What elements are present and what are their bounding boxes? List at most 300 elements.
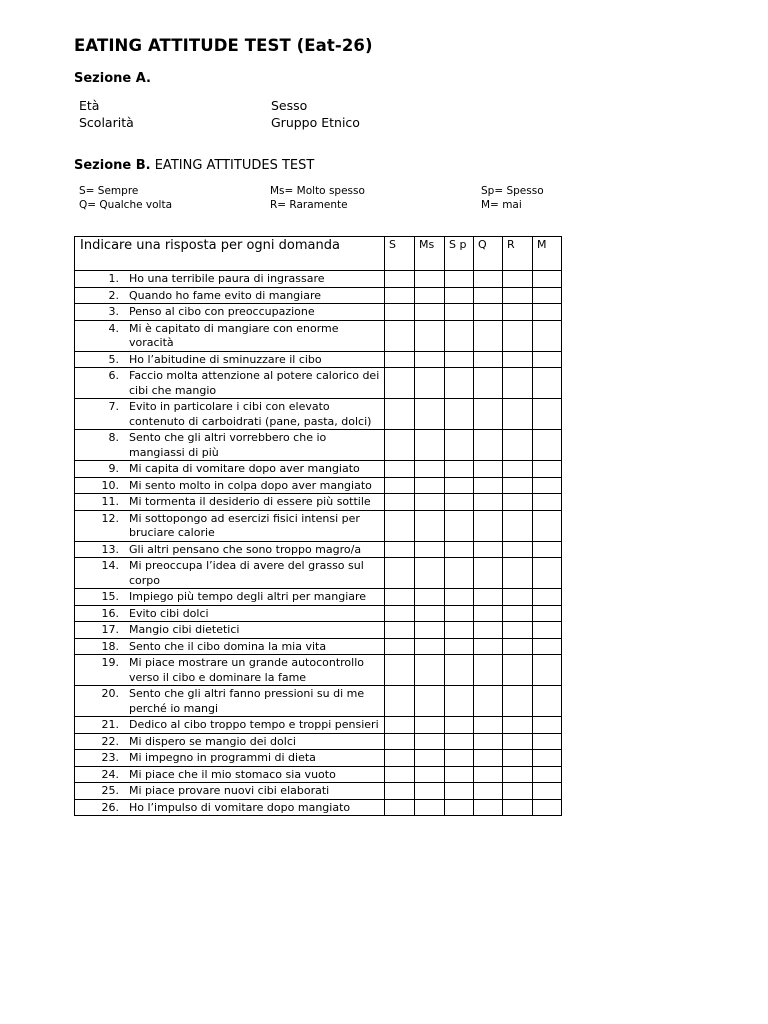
answer-box-q[interactable] xyxy=(474,638,503,655)
table-row xyxy=(75,494,562,511)
question-item xyxy=(79,590,380,605)
answer-box-sp[interactable] xyxy=(445,655,474,686)
answer-box-r[interactable] xyxy=(503,494,533,511)
table-row xyxy=(75,799,562,816)
answer-box-s[interactable] xyxy=(385,783,415,800)
answer-box-q[interactable] xyxy=(474,622,503,639)
question-item xyxy=(79,751,380,766)
question-item xyxy=(79,687,380,716)
question-number: 25. xyxy=(101,784,119,797)
answer-box-sp[interactable] xyxy=(445,766,474,783)
question-text: Impiego più tempo degli altri per mangiare xyxy=(129,590,367,603)
answer-box-s[interactable] xyxy=(385,766,415,783)
table-row xyxy=(75,271,562,288)
question-cell xyxy=(75,461,385,478)
table-row xyxy=(75,655,562,686)
answer-box-r[interactable] xyxy=(503,368,533,399)
answer-box-q[interactable] xyxy=(474,605,503,622)
question-number: 10. xyxy=(101,478,119,492)
answer-box-sp[interactable] xyxy=(445,287,474,304)
answer-box-sp[interactable] xyxy=(445,686,474,717)
answer-box-ms[interactable] xyxy=(415,783,445,800)
question-cell xyxy=(75,733,385,750)
answer-box-s[interactable] xyxy=(385,750,415,767)
answer-box-sp[interactable] xyxy=(445,430,474,461)
legend-qualche-volta: Q= Qualche volta xyxy=(79,199,173,211)
question-item xyxy=(79,559,380,588)
answer-box-r[interactable] xyxy=(503,638,533,655)
answer-box-ms[interactable] xyxy=(415,605,445,622)
answer-box-ms[interactable] xyxy=(415,510,445,541)
answer-box-s[interactable] xyxy=(385,351,415,368)
field-sesso: Sesso xyxy=(271,98,308,113)
question-number: 19. xyxy=(101,656,119,669)
answer-box-m[interactable] xyxy=(533,461,562,478)
section-b-title: EATING ATTITUDES TEST xyxy=(154,158,315,173)
answer-box-ms[interactable] xyxy=(415,622,445,639)
answer-box-s[interactable] xyxy=(385,368,415,399)
table-row xyxy=(75,351,562,368)
answer-box-sp[interactable] xyxy=(445,750,474,767)
answer-box-s[interactable] xyxy=(385,655,415,686)
question-number: 18. xyxy=(101,639,119,653)
field-eta: Età xyxy=(79,98,100,113)
answer-box-s[interactable] xyxy=(385,686,415,717)
question-item xyxy=(79,607,380,622)
answer-box-q[interactable] xyxy=(474,541,503,558)
question-item xyxy=(79,479,380,494)
answer-box-sp[interactable] xyxy=(445,605,474,622)
answer-box-r[interactable] xyxy=(503,558,533,589)
answer-box-m[interactable] xyxy=(533,477,562,494)
legend-molto-spesso: Ms= Molto spesso xyxy=(270,185,365,197)
answer-box-r[interactable] xyxy=(503,622,533,639)
answer-box-r[interactable] xyxy=(503,686,533,717)
question-number: 21. xyxy=(101,718,119,731)
answer-box-ms[interactable] xyxy=(415,733,445,750)
answer-box-sp[interactable] xyxy=(445,799,474,816)
question-item xyxy=(79,718,380,733)
question-cell xyxy=(75,477,385,494)
answer-box-ms[interactable] xyxy=(415,399,445,430)
answer-box-s[interactable] xyxy=(385,477,415,494)
answer-box-r[interactable] xyxy=(503,351,533,368)
answer-box-q[interactable] xyxy=(474,589,503,606)
column-header-ms: Ms xyxy=(415,237,445,271)
answer-box-sp[interactable] xyxy=(445,589,474,606)
answer-box-m[interactable] xyxy=(533,655,562,686)
table-row xyxy=(75,430,562,461)
answer-box-q[interactable] xyxy=(474,368,503,399)
question-item xyxy=(79,735,380,750)
question-text: Mi sento molto in colpa dopo aver mangiato xyxy=(129,478,372,492)
question-cell xyxy=(75,368,385,399)
question-number: 5. xyxy=(108,352,119,366)
column-header-sp: S p xyxy=(445,237,474,271)
answer-box-r[interactable] xyxy=(503,655,533,686)
answer-box-r[interactable] xyxy=(503,717,533,734)
answer-box-s[interactable] xyxy=(385,717,415,734)
answer-box-s[interactable] xyxy=(385,622,415,639)
question-text: Mi preoccupa l’idea di avere del grasso sul corpo xyxy=(129,559,364,587)
question-item xyxy=(79,512,380,541)
question-item xyxy=(79,784,380,799)
question-number: 13. xyxy=(101,542,119,556)
question-text: Mi piace che il mio stomaco sia vuoto xyxy=(129,767,336,781)
question-cell xyxy=(75,799,385,816)
answer-box-ms[interactable] xyxy=(415,541,445,558)
answer-box-r[interactable] xyxy=(503,271,533,288)
answer-box-r[interactable] xyxy=(503,750,533,767)
question-number: 9. xyxy=(108,462,119,475)
question-item xyxy=(79,462,380,477)
answer-box-q[interactable] xyxy=(474,320,503,351)
answer-box-q[interactable] xyxy=(474,750,503,767)
answer-box-q[interactable] xyxy=(474,733,503,750)
answer-box-m[interactable] xyxy=(533,399,562,430)
answer-box-m[interactable] xyxy=(533,638,562,655)
question-text: Ho l’impulso di vomitare dopo mangiato xyxy=(129,800,351,814)
table-row xyxy=(75,622,562,639)
answer-box-sp[interactable] xyxy=(445,733,474,750)
question-text: Sento che gli altri vorrebbero che io mangiassi di più xyxy=(129,431,327,459)
answer-box-ms[interactable] xyxy=(415,717,445,734)
table-row xyxy=(75,558,562,589)
answer-box-r[interactable] xyxy=(503,510,533,541)
answer-box-s[interactable] xyxy=(385,799,415,816)
answer-box-sp[interactable] xyxy=(445,304,474,321)
question-text: Evito cibi dolci xyxy=(129,606,209,620)
question-cell xyxy=(75,655,385,686)
table-row xyxy=(75,304,562,321)
table-row xyxy=(75,510,562,541)
question-text: Mangio cibi dietetici xyxy=(129,623,240,636)
answer-box-m[interactable] xyxy=(533,287,562,304)
answer-box-sp[interactable] xyxy=(445,541,474,558)
answer-box-ms[interactable] xyxy=(415,494,445,511)
question-cell xyxy=(75,320,385,351)
answer-box-q[interactable] xyxy=(474,399,503,430)
answer-box-s[interactable] xyxy=(385,494,415,511)
question-cell xyxy=(75,494,385,511)
table-row xyxy=(75,605,562,622)
answer-box-sp[interactable] xyxy=(445,622,474,639)
question-item xyxy=(79,353,380,368)
question-item xyxy=(79,640,380,655)
section-b-heading xyxy=(74,158,314,173)
answer-box-s[interactable] xyxy=(385,589,415,606)
section-a-heading: Sezione A. xyxy=(74,71,151,86)
question-number: 6. xyxy=(108,369,119,382)
question-number: 26. xyxy=(101,800,119,814)
answer-box-m[interactable] xyxy=(533,510,562,541)
answer-box-m[interactable] xyxy=(533,430,562,461)
answer-box-ms[interactable] xyxy=(415,766,445,783)
table-row xyxy=(75,733,562,750)
answer-box-s[interactable] xyxy=(385,287,415,304)
answer-box-ms[interactable] xyxy=(415,271,445,288)
answer-box-s[interactable] xyxy=(385,558,415,589)
question-cell xyxy=(75,271,385,288)
question-cell xyxy=(75,589,385,606)
question-cell xyxy=(75,541,385,558)
table-row xyxy=(75,477,562,494)
legend-raramente: R= Raramente xyxy=(270,199,348,211)
table-row xyxy=(75,461,562,478)
question-item xyxy=(79,656,380,685)
question-cell xyxy=(75,287,385,304)
question-item xyxy=(79,400,380,429)
answer-box-sp[interactable] xyxy=(445,368,474,399)
answer-box-m[interactable] xyxy=(533,733,562,750)
answer-box-q[interactable] xyxy=(474,766,503,783)
answer-box-ms[interactable] xyxy=(415,320,445,351)
field-gruppo-etnico: Gruppo Etnico xyxy=(271,115,360,130)
table-row xyxy=(75,717,562,734)
table-row xyxy=(75,287,562,304)
question-list xyxy=(75,271,562,816)
legend-sempre: S= Sempre xyxy=(79,185,139,197)
question-text: Gli altri pensano che sono troppo magro/a xyxy=(129,542,362,556)
answer-box-sp[interactable] xyxy=(445,320,474,351)
question-cell xyxy=(75,750,385,767)
answer-box-q[interactable] xyxy=(474,717,503,734)
answer-box-sp[interactable] xyxy=(445,351,474,368)
answer-box-r[interactable] xyxy=(503,461,533,478)
table-row xyxy=(75,686,562,717)
answer-box-s[interactable] xyxy=(385,304,415,321)
question-text: Ho l’abitudine di sminuzzare il cibo xyxy=(129,352,322,366)
question-item xyxy=(79,801,380,816)
answer-box-sp[interactable] xyxy=(445,271,474,288)
question-text: Mi sottopongo ad esercizi fisici intensi per bruciare calorie xyxy=(129,511,360,539)
question-item xyxy=(79,623,380,638)
question-number: 11. xyxy=(101,495,119,508)
question-cell xyxy=(75,304,385,321)
question-cell xyxy=(75,622,385,639)
question-item xyxy=(79,272,380,287)
answer-box-s[interactable] xyxy=(385,605,415,622)
answer-box-r[interactable] xyxy=(503,304,533,321)
questionnaire-table xyxy=(74,236,562,816)
document-title: EATING ATTITUDE TEST (Eat-26) xyxy=(74,36,373,55)
answer-box-ms[interactable] xyxy=(415,477,445,494)
answer-box-q[interactable] xyxy=(474,461,503,478)
question-number: 1. xyxy=(108,272,119,285)
answer-box-s[interactable] xyxy=(385,399,415,430)
answer-box-s[interactable] xyxy=(385,510,415,541)
answer-box-s[interactable] xyxy=(385,320,415,351)
question-number: 22. xyxy=(101,734,119,748)
question-item xyxy=(79,322,380,351)
question-number: 3. xyxy=(108,305,119,318)
answer-box-sp[interactable] xyxy=(445,510,474,541)
table-row xyxy=(75,589,562,606)
answer-box-ms[interactable] xyxy=(415,461,445,478)
question-number: 2. xyxy=(108,288,119,302)
question-text: Mi impegno in programmi di dieta xyxy=(129,751,316,764)
answer-box-q[interactable] xyxy=(474,430,503,461)
answer-box-sp[interactable] xyxy=(445,638,474,655)
section-b-label: Sezione B. xyxy=(74,158,151,173)
question-number: 20. xyxy=(101,687,119,700)
answer-box-r[interactable] xyxy=(503,399,533,430)
question-text: Quando ho fame evito di mangiare xyxy=(129,288,322,302)
answer-box-m[interactable] xyxy=(533,783,562,800)
question-cell xyxy=(75,638,385,655)
question-number: 23. xyxy=(101,751,119,764)
answer-box-q[interactable] xyxy=(474,477,503,494)
answer-box-q[interactable] xyxy=(474,558,503,589)
question-item xyxy=(79,369,380,398)
answer-box-ms[interactable] xyxy=(415,430,445,461)
question-cell xyxy=(75,605,385,622)
question-text: Ho una terribile paura di ingrassare xyxy=(129,272,325,285)
answer-box-r[interactable] xyxy=(503,733,533,750)
answer-box-ms[interactable] xyxy=(415,750,445,767)
answer-box-q[interactable] xyxy=(474,287,503,304)
answer-box-q[interactable] xyxy=(474,304,503,321)
answer-box-sp[interactable] xyxy=(445,399,474,430)
field-scolarita: Scolarità xyxy=(79,115,134,130)
question-number: 24. xyxy=(101,767,119,781)
answer-box-r[interactable] xyxy=(503,287,533,304)
question-cell xyxy=(75,558,385,589)
answer-box-m[interactable] xyxy=(533,351,562,368)
answer-box-ms[interactable] xyxy=(415,655,445,686)
answer-box-r[interactable] xyxy=(503,541,533,558)
answer-box-ms[interactable] xyxy=(415,558,445,589)
legend-spesso: Sp= Spesso xyxy=(481,185,544,197)
answer-box-ms[interactable] xyxy=(415,638,445,655)
answer-box-q[interactable] xyxy=(474,783,503,800)
question-text: Sento che gli altri fanno pressioni su di me perché io mangi xyxy=(129,687,365,715)
answer-box-q[interactable] xyxy=(474,271,503,288)
answer-box-sp[interactable] xyxy=(445,558,474,589)
answer-box-ms[interactable] xyxy=(415,589,445,606)
answer-box-q[interactable] xyxy=(474,655,503,686)
answer-box-r[interactable] xyxy=(503,766,533,783)
answer-box-m[interactable] xyxy=(533,622,562,639)
answer-box-m[interactable] xyxy=(533,541,562,558)
answer-box-ms[interactable] xyxy=(415,799,445,816)
answer-box-m[interactable] xyxy=(533,766,562,783)
question-number: 8. xyxy=(108,431,119,444)
table-row xyxy=(75,750,562,767)
answer-box-q[interactable] xyxy=(474,494,503,511)
question-cell xyxy=(75,430,385,461)
answer-box-ms[interactable] xyxy=(415,351,445,368)
answer-box-r[interactable] xyxy=(503,430,533,461)
question-item xyxy=(79,305,380,320)
answer-box-m[interactable] xyxy=(533,494,562,511)
answer-box-s[interactable] xyxy=(385,541,415,558)
question-number: 15. xyxy=(101,590,119,603)
answer-box-s[interactable] xyxy=(385,461,415,478)
answer-box-q[interactable] xyxy=(474,351,503,368)
answer-box-sp[interactable] xyxy=(445,783,474,800)
table-row xyxy=(75,368,562,399)
answer-box-sp[interactable] xyxy=(445,477,474,494)
question-text: Mi dispero se mangio dei dolci xyxy=(129,734,296,748)
question-cell xyxy=(75,686,385,717)
question-text: Sento che il cibo domina la mia vita xyxy=(129,639,327,653)
answer-box-ms[interactable] xyxy=(415,368,445,399)
question-number: 14. xyxy=(101,559,119,572)
answer-box-q[interactable] xyxy=(474,510,503,541)
answer-box-m[interactable] xyxy=(533,717,562,734)
answer-box-m[interactable] xyxy=(533,750,562,767)
question-text: Penso al cibo con preoccupazione xyxy=(129,305,315,318)
answer-box-r[interactable] xyxy=(503,477,533,494)
table-row xyxy=(75,541,562,558)
answer-box-m[interactable] xyxy=(533,799,562,816)
question-number: 12. xyxy=(101,511,119,525)
answer-box-r[interactable] xyxy=(503,320,533,351)
question-item xyxy=(79,495,380,510)
answer-box-sp[interactable] xyxy=(445,494,474,511)
column-header-r: R xyxy=(503,237,533,271)
question-cell xyxy=(75,351,385,368)
answer-box-q[interactable] xyxy=(474,686,503,717)
answer-box-r[interactable] xyxy=(503,799,533,816)
answer-box-s[interactable] xyxy=(385,271,415,288)
question-item xyxy=(79,289,380,304)
answer-box-m[interactable] xyxy=(533,589,562,606)
answer-box-m[interactable] xyxy=(533,368,562,399)
answer-box-m[interactable] xyxy=(533,304,562,321)
question-cell xyxy=(75,766,385,783)
legend-mai: M= mai xyxy=(481,199,522,211)
question-text: Mi tormenta il desiderio di essere più sottile xyxy=(129,495,371,508)
table-row xyxy=(75,320,562,351)
answer-box-m[interactable] xyxy=(533,686,562,717)
answer-box-q[interactable] xyxy=(474,799,503,816)
question-text: Mi è capitato di mangiare con enorme voracità xyxy=(129,321,339,349)
question-item xyxy=(79,768,380,783)
question-number: 16. xyxy=(101,606,119,620)
question-number: 7. xyxy=(108,400,119,413)
answer-box-sp[interactable] xyxy=(445,717,474,734)
answer-box-ms[interactable] xyxy=(415,287,445,304)
answer-box-sp[interactable] xyxy=(445,461,474,478)
question-cell xyxy=(75,510,385,541)
answer-box-s[interactable] xyxy=(385,430,415,461)
question-text: Evito in particolare i cibi con elevato contenuto di carboidrati (pane, pasta, dolci) xyxy=(129,400,372,428)
question-column-header: Indicare una risposta per ogni domanda xyxy=(75,237,385,271)
answer-box-r[interactable] xyxy=(503,589,533,606)
answer-box-ms[interactable] xyxy=(415,304,445,321)
table-header-row xyxy=(75,237,562,271)
question-number: 17. xyxy=(101,623,119,636)
answer-box-r[interactable] xyxy=(503,605,533,622)
answer-box-m[interactable] xyxy=(533,605,562,622)
column-header-s: S xyxy=(385,237,415,271)
answer-box-m[interactable] xyxy=(533,558,562,589)
question-item xyxy=(79,431,380,460)
question-cell xyxy=(75,399,385,430)
answer-box-m[interactable] xyxy=(533,320,562,351)
question-text: Mi piace provare nuovi cibi elaborati xyxy=(129,784,330,797)
answer-box-r[interactable] xyxy=(503,783,533,800)
answer-box-ms[interactable] xyxy=(415,686,445,717)
answer-box-m[interactable] xyxy=(533,271,562,288)
question-text: Faccio molta attenzione al potere calorico dei cibi che mangio xyxy=(129,369,380,397)
table-row xyxy=(75,766,562,783)
answer-box-s[interactable] xyxy=(385,638,415,655)
answer-box-s[interactable] xyxy=(385,733,415,750)
question-text: Mi capita di vomitare dopo aver mangiato xyxy=(129,462,360,475)
